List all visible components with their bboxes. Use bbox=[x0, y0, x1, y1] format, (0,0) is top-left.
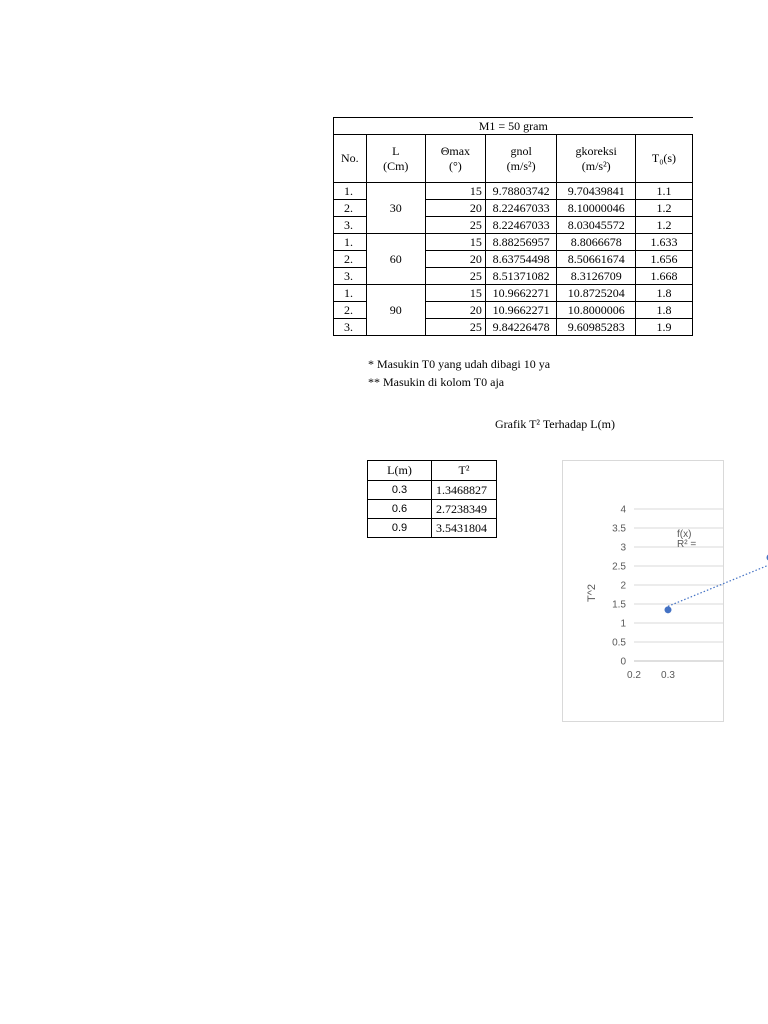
table-row: 0.6 2.7238349 bbox=[368, 500, 497, 519]
t-squared-table bbox=[367, 460, 497, 538]
table-row: 2. 20 8.22467033 8.10000046 1.2 bbox=[334, 200, 693, 217]
table-row: 1. 90 15 10.9662271 10.8725204 1.8 bbox=[334, 285, 693, 302]
measurement-table bbox=[333, 117, 693, 336]
header-gnol: gnol (m/s²) bbox=[485, 135, 557, 183]
note-1: * Masukin T0 yang udah dibagi 10 ya bbox=[368, 357, 551, 371]
trendline bbox=[668, 509, 768, 606]
y-axis-title: T^2 bbox=[586, 584, 598, 602]
y-tick-label: 1.5 bbox=[612, 599, 626, 611]
note-2: ** Masukin di kolom T0 aja bbox=[368, 375, 505, 389]
table-row: 2. 20 10.9662271 10.8000006 1.8 bbox=[334, 302, 693, 319]
y-tick-label: 4 bbox=[620, 504, 626, 516]
header-theta: Θmax (°) bbox=[425, 135, 485, 183]
scatter-chart bbox=[562, 460, 724, 722]
y-tick-label: 3 bbox=[620, 542, 626, 554]
trendline-equation: f(x) bbox=[677, 529, 692, 540]
header-length: L (Cm) bbox=[366, 135, 425, 183]
header-t0: T₀(s) bbox=[635, 135, 692, 183]
table-row: 3. 25 9.84226478 9.60985283 1.9 bbox=[334, 319, 693, 336]
table-row: 3. 25 8.51371082 8.3126709 1.668 bbox=[334, 268, 693, 285]
y-tick-label: 0 bbox=[620, 656, 626, 668]
y-tick-label: 0.5 bbox=[612, 637, 626, 649]
y-tick-label: 1 bbox=[620, 618, 626, 630]
length-cell: 90 bbox=[366, 285, 425, 336]
length-cell: 60 bbox=[366, 234, 425, 285]
trendline-r-squared: R² = bbox=[677, 539, 697, 550]
table-row: 1. 30 15 9.78803742 9.70439841 1.1 bbox=[334, 183, 693, 200]
table-row: 3. 25 8.22467033 8.03045572 1.2 bbox=[334, 217, 693, 234]
chart-heading: Grafik T² Terhadap L(m) bbox=[495, 417, 615, 431]
x-tick-label: 0.3 bbox=[661, 670, 675, 681]
data-point bbox=[665, 606, 672, 613]
header-no: No. bbox=[334, 135, 367, 183]
header-gkoreksi: gkoreksi (m/s²) bbox=[557, 135, 635, 183]
chart-canvas bbox=[563, 461, 723, 721]
header-t-squared: T² bbox=[432, 461, 497, 481]
table-row: 0.9 3.5431804 bbox=[368, 519, 497, 538]
y-tick-label: 2 bbox=[620, 580, 626, 592]
table-row: 2. 20 8.63754498 8.50661674 1.656 bbox=[334, 251, 693, 268]
table-row: 0.3 1.3468827 bbox=[368, 481, 497, 500]
table-row: 1. 60 15 8.88256957 8.8066678 1.633 bbox=[334, 234, 693, 251]
x-tick-label: 0.2 bbox=[627, 670, 641, 681]
y-tick-label: 2.5 bbox=[612, 561, 626, 573]
header-l-m: L(m) bbox=[368, 461, 432, 481]
y-tick-label: 3.5 bbox=[612, 523, 626, 535]
table-title: M1 = 50 gram bbox=[334, 118, 693, 135]
length-cell: 30 bbox=[366, 183, 425, 234]
